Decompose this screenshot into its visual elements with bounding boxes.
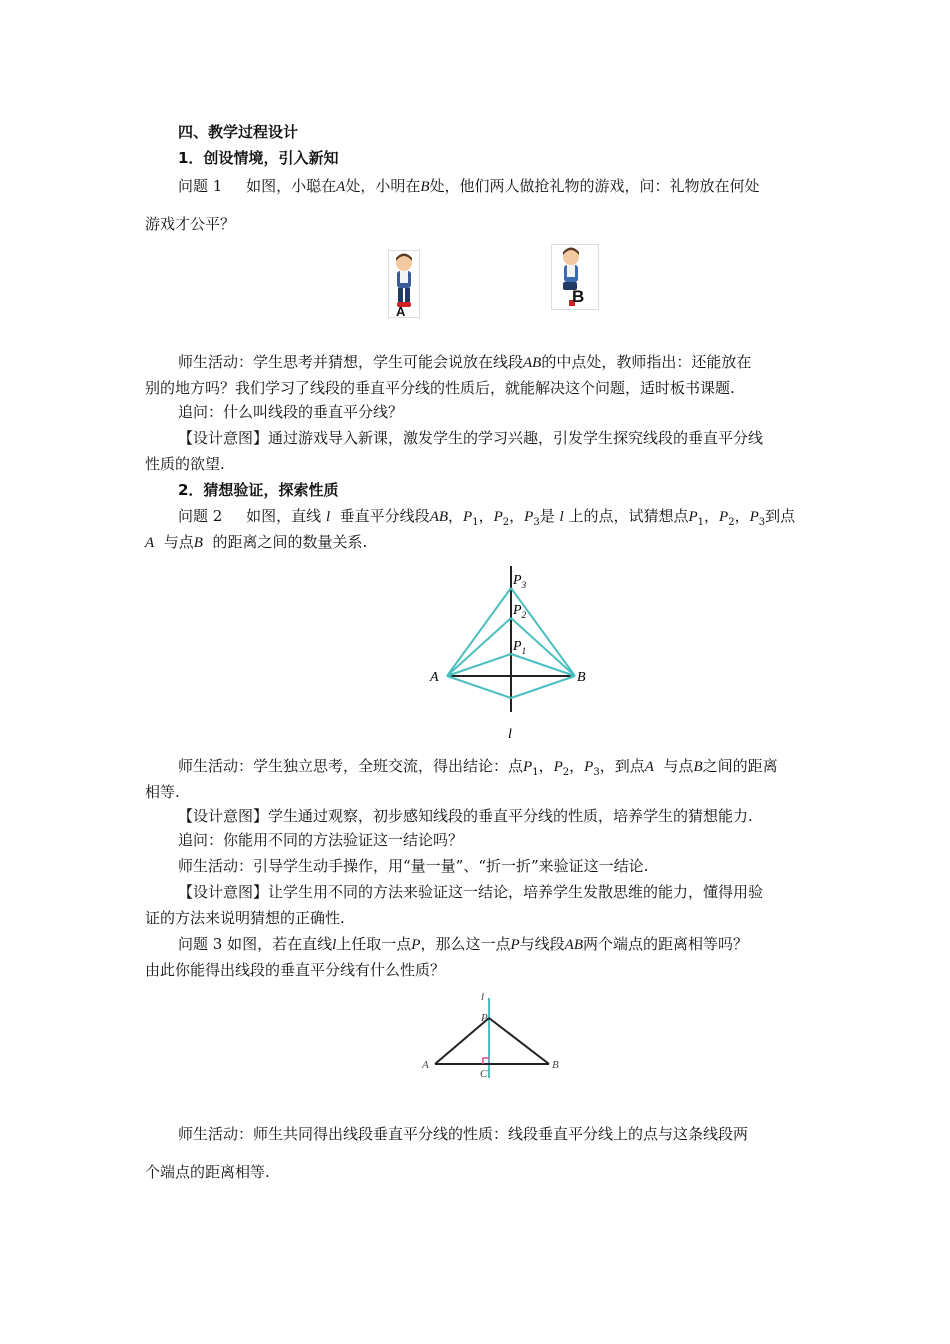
activity-1-segment: AB — [523, 355, 542, 371]
label-l: l — [508, 727, 512, 742]
activity-2-text-c: 与点 — [663, 757, 694, 775]
activity-4-line2: 个端点的距离相等. — [145, 1163, 270, 1181]
q3-point-p-2: P — [510, 937, 520, 953]
label-b: B — [552, 1059, 559, 1071]
q2-p2b: P — [719, 509, 729, 525]
activity-2: 师生活动：学生独立思考，全班交流，得出结论：点$P_1$，$P_2$，$P_3$，到点A 与点B之间的距离 — [178, 757, 778, 778]
step2-heading: 2．猜想验证，探索性质 — [178, 481, 339, 499]
activity-2-line2: 相等. — [145, 783, 180, 801]
label-l: l — [481, 991, 485, 1003]
q2-text-e: 到点 — [765, 507, 796, 525]
activity-2-text-b: ，到点 — [599, 757, 645, 775]
followup-2: 追问：你能用不同的方法验证这一结论吗？ — [178, 831, 464, 849]
design-intent-3: 【设计意图】让学生用不同的方法来验证这一结论，培养学生发散思维的能力，懂得用验 — [178, 883, 764, 901]
q1-point-a: A — [336, 179, 346, 195]
figure-label-a: A — [396, 304, 406, 318]
question-2-line2 — [145, 532, 367, 553]
q3-text-d: 与线段 — [519, 935, 565, 953]
q2-text-a: 如图，直线 — [246, 507, 322, 525]
q2-p1b-sub: 1 — [697, 517, 705, 528]
q2-text-f: 与点 — [163, 533, 194, 551]
q2-p2-sub: 2 — [502, 517, 510, 528]
q2-p2b-sub: 2 — [728, 517, 735, 528]
q1-text-a: 如图，小聪在 — [246, 177, 337, 195]
q1-point-b: B — [420, 179, 430, 195]
design-intent-1-line2: 性质的欲望. — [145, 455, 225, 473]
label-p: P — [481, 1012, 488, 1024]
q1-text-b: 处，小明在 — [345, 177, 421, 195]
activity-2-p3: P — [584, 759, 594, 775]
activity-2-text-d: 之间的距离 — [702, 757, 778, 775]
q1-text-c: 处，他们两人做抢礼物的游戏，问：礼物放在何处 — [429, 177, 760, 195]
q2-p3: P — [524, 509, 534, 525]
activity-2-p2: P — [553, 759, 563, 775]
activity-1-text-a: 师生活动：学生思考并猜想，学生可能会说放在线段 — [178, 353, 524, 371]
question-3-line2: 由此你能得出线段的垂直平分线有什么性质？ — [145, 961, 446, 979]
label-p2: $P_2$ — [513, 603, 527, 620]
q3-text-a: 问题 3 如图，若在直线 — [178, 935, 333, 953]
q3-line-l: l — [332, 937, 337, 953]
activity-2-point-b: B — [693, 759, 703, 775]
activity-1-line2: 别的地方吗？我们学习了线段的垂直平分线的性质后，就能解决这个问题，适时板书课题. — [145, 379, 735, 397]
q3-point-p: P — [411, 937, 421, 953]
label-a: A — [430, 670, 439, 685]
activity-1 — [178, 352, 751, 373]
q2-line-l-2: l — [559, 509, 564, 525]
q3-text-c: ，那么这一点 — [420, 935, 511, 953]
label-a: A — [422, 1059, 429, 1071]
question-2: 问题 2 如图，直线 l 垂直平分线段AB，$P_1$，$P_2$，$P_3$是 l 上的点，试猜想点$P_1$，$P_2$，$P_3$到点 — [178, 507, 796, 528]
followup-1: 追问：什么叫线段的垂直平分线？ — [178, 403, 404, 421]
q2-point-b: B — [193, 535, 203, 551]
child-b-figure — [551, 244, 599, 310]
segment-pb — [489, 1018, 549, 1064]
q2-text-g: 的距离之间的数量关系. — [212, 533, 368, 551]
q3-segment: AB — [564, 937, 583, 953]
question-1 — [178, 176, 760, 197]
q2-p3-sub: 3 — [533, 517, 540, 528]
design-intent-2: 【设计意图】学生通过观察，初步感知线段的垂直平分线的性质，培养学生的猜想能力. — [178, 807, 753, 825]
question-3 — [178, 934, 748, 955]
child-a-figure — [388, 250, 420, 318]
property-figure — [418, 988, 568, 1084]
perpendicular-bisector-figure — [420, 560, 600, 748]
activity-2-p1-sub: 1 — [532, 767, 539, 778]
activity-2-p1: P — [523, 759, 533, 775]
q2-p3b-sub: 3 — [758, 517, 766, 528]
question-1-line2: 游戏才公平？ — [145, 215, 236, 233]
q2-line-l: l — [325, 509, 331, 525]
section-title: 四、教学过程设计 — [178, 123, 299, 141]
q2-p1-sub: 1 — [472, 517, 479, 528]
q2-p1: P — [463, 509, 473, 525]
q2-text-b: 垂直平分线段 — [339, 507, 430, 525]
q2-text-d: 上的点，试猜想点 — [568, 507, 689, 525]
q2-segment: AB — [429, 509, 449, 525]
q2-p3b: P — [749, 509, 759, 525]
label-c: C — [480, 1068, 488, 1080]
label-p1: $P_1$ — [513, 639, 527, 656]
q2-p1b: P — [688, 509, 698, 525]
q2-p2: P — [493, 509, 503, 525]
label-b: B — [577, 670, 586, 685]
step1-heading: 1．创设情境，引入新知 — [178, 149, 339, 167]
q2-text-c: 是 — [539, 507, 555, 525]
activity-4: 师生活动：师生共同得出线段垂直平分线的性质：线段垂直平分线上的点与这条线段两 — [178, 1125, 749, 1143]
q2-point-a: A — [145, 535, 155, 551]
activity-2-p3-sub: 3 — [593, 767, 600, 778]
activity-2-point-a: A — [644, 759, 654, 775]
q1-label: 问题 1 — [178, 177, 223, 195]
q3-text-e: 两个端点的距离相等吗？ — [582, 935, 748, 953]
activity-3: 师生活动：引导学生动手操作，用“量一量”、“折一折”来验证这一结论. — [178, 857, 649, 875]
q2-label: 问题 2 — [178, 507, 223, 525]
figure-label-b: B — [572, 287, 585, 306]
activity-2-p2-sub: 2 — [562, 767, 570, 778]
label-p3: $P_3$ — [513, 573, 527, 590]
segment-pa — [435, 1018, 489, 1064]
q3-text-b: 上任取一点 — [336, 935, 412, 953]
design-intent-3-line2: 证的方法来说明猜想的正确性. — [145, 909, 345, 927]
activity-1-text-b: 的中点处，教师指出：还能放在 — [541, 353, 752, 371]
activity-2-text-a: 师生活动：学生独立思考，全班交流，得出结论：点 — [178, 757, 524, 775]
design-intent-1: 【设计意图】通过游戏导入新课，激发学生的学习兴趣，引发学生探究线段的垂直平分线 — [178, 429, 764, 447]
